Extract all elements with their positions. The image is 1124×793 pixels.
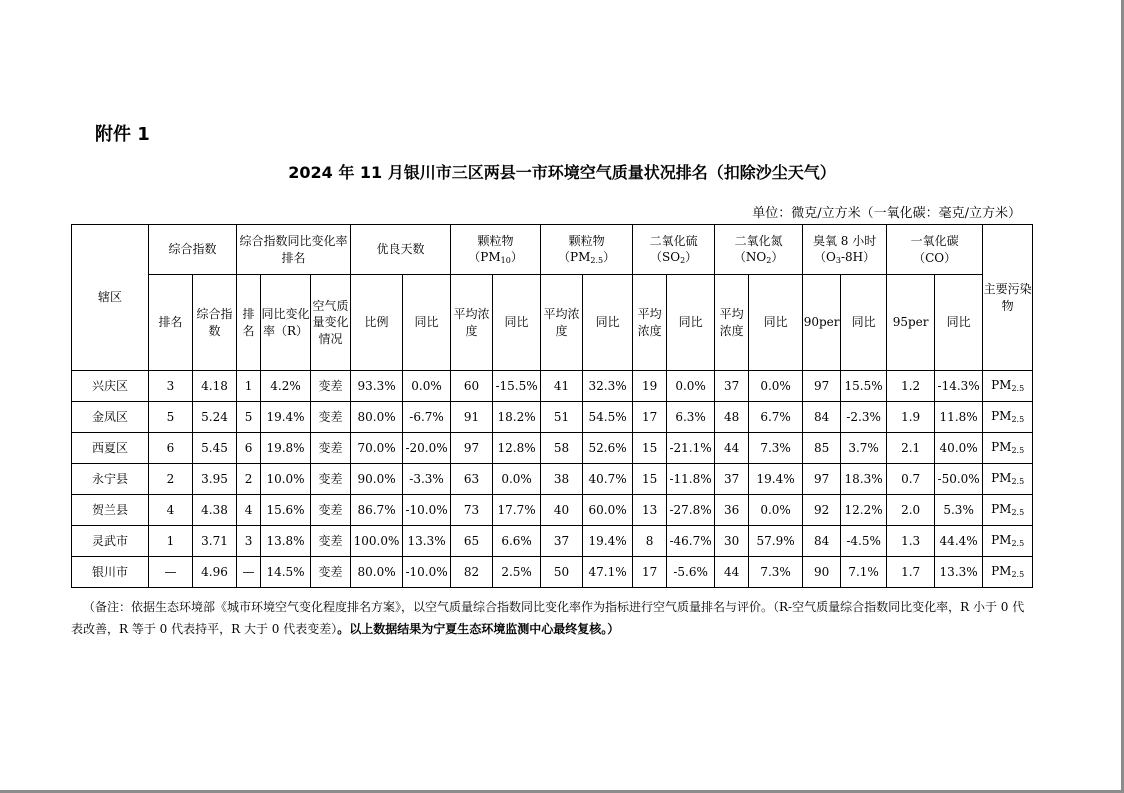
header-pm10: 颗粒物 $(PM_{10})$ [451, 225, 541, 275]
cell-pm25: 41 [541, 371, 583, 402]
cell-good-yoy: -10.0% [403, 557, 451, 588]
cell-rank: 4 [149, 495, 193, 526]
header-so2-avg: 平均浓度 [633, 275, 667, 371]
table-row [72, 371, 1033, 402]
cell-good-ratio: 80.0% [351, 402, 403, 433]
header-composite-index: 综合指数 [193, 275, 237, 371]
header-yoy-rank-group: 综合指数同比变化率排名 [237, 225, 351, 275]
cell-co-yoy: 5.3% [935, 495, 983, 526]
cell-o3-yoy: -4.5% [841, 526, 887, 557]
cell-no2-yoy: 19.4% [749, 464, 803, 495]
pollutant-subscript: 2.5 [1011, 477, 1025, 487]
cell-o3-yoy: 7.1% [841, 557, 887, 588]
header-co-yoy: 同比 [935, 275, 983, 371]
cell-yoy-rate: 14.5% [261, 557, 311, 588]
cell-no2: 36 [715, 495, 749, 526]
cell-pm25-yoy: 40.7% [583, 464, 633, 495]
cell-pm10-yoy: 2.5% [493, 557, 541, 588]
cell-no2-yoy: 57.9% [749, 526, 803, 557]
cell-district: 西夏区 [72, 433, 149, 464]
cell-district: 贺兰县 [72, 495, 149, 526]
cell-pm10-yoy: 18.2% [493, 402, 541, 433]
cell-yoy-rank: 6 [237, 433, 261, 464]
cell-main-pollutant [983, 557, 1033, 588]
cell-pm25-yoy: 32.3% [583, 371, 633, 402]
cell-so2-yoy: 6.3% [667, 402, 715, 433]
cell-yoy-rank: 5 [237, 402, 261, 433]
cell-co: 1.7 [887, 557, 935, 588]
cell-no2-yoy: 7.3% [749, 557, 803, 588]
footnote [71, 596, 1031, 640]
cell-o3: 84 [803, 402, 841, 433]
cell-pm10: 73 [451, 495, 493, 526]
pollutant-formula: PM [991, 471, 1012, 486]
cell-change: 变差 [311, 464, 351, 495]
header-o3-suffix: -8H [840, 249, 864, 264]
cell-yoy-rate: 4.2% [261, 371, 311, 402]
cell-o3: 92 [803, 495, 841, 526]
cell-o3: 90 [803, 557, 841, 588]
cell-main-pollutant [983, 402, 1033, 433]
cell-so2: 19 [633, 371, 667, 402]
cell-so2-yoy: 0.0% [667, 371, 715, 402]
cell-pm25: 51 [541, 402, 583, 433]
cell-o3: 97 [803, 371, 841, 402]
cell-so2: 17 [633, 557, 667, 588]
cell-so2: 8 [633, 526, 667, 557]
cell-pm10-yoy: 12.8% [493, 433, 541, 464]
cell-pm25: 50 [541, 557, 583, 588]
header-yoy-rate: 同比变化率（R） [261, 275, 311, 371]
cell-no2-yoy: 7.3% [749, 433, 803, 464]
header-no2: 二氧化氮 $(NO_2)$ [715, 225, 803, 275]
cell-yoy-rate: 10.0% [261, 464, 311, 495]
cell-pm25-yoy: 19.4% [583, 526, 633, 557]
cell-yoy-rate: 19.8% [261, 433, 311, 464]
cell-no2: 37 [715, 464, 749, 495]
cell-pm25: 40 [541, 495, 583, 526]
cell-pm10-yoy: -15.5% [493, 371, 541, 402]
cell-pm10: 60 [451, 371, 493, 402]
cell-pm25-yoy: 60.0% [583, 495, 633, 526]
cell-yoy-rank: 1 [237, 371, 261, 402]
cell-pm25: 37 [541, 526, 583, 557]
cell-district: 兴庆区 [72, 371, 149, 402]
header-so2: 二氧化硫 $(SO_2)$ [633, 225, 715, 275]
cell-change: 变差 [311, 371, 351, 402]
footnote-bold: 。以上数据结果为宁夏生态环境监测中心最终复核。） [337, 622, 620, 636]
cell-index: 4.38 [193, 495, 237, 526]
pollutant-formula: PM [991, 409, 1012, 424]
header-co-p95: 95per [887, 275, 935, 371]
cell-co: 1.3 [887, 526, 935, 557]
header-pm10-formula: PM [480, 249, 501, 264]
header-pm25-yoy: 同比 [583, 275, 633, 371]
table-row [72, 495, 1033, 526]
header-pm25: 颗粒物 $(PM_{2.5})$ [541, 225, 633, 275]
cell-so2: 13 [633, 495, 667, 526]
cell-no2-yoy: 6.7% [749, 402, 803, 433]
cell-change: 变差 [311, 526, 351, 557]
cell-o3: 84 [803, 526, 841, 557]
pollutant-subscript: 2.5 [1011, 539, 1025, 549]
cell-district: 银川市 [72, 557, 149, 588]
table-row [72, 557, 1033, 588]
cell-co: 2.0 [887, 495, 935, 526]
cell-pm10: 82 [451, 557, 493, 588]
cell-so2-yoy: -5.6% [667, 557, 715, 588]
cell-co-yoy: 13.3% [935, 557, 983, 588]
table-body [72, 371, 1033, 588]
header-pm25-formula: PM [570, 249, 591, 264]
cell-good-yoy: -10.0% [403, 495, 451, 526]
cell-yoy-rate: 13.8% [261, 526, 311, 557]
cell-district: 永宁县 [72, 464, 149, 495]
cell-pm25: 38 [541, 464, 583, 495]
pollutant-formula: PM [991, 502, 1012, 517]
header-o3-title: 臭氧 8 小时 [812, 233, 877, 248]
cell-yoy-rank: 3 [237, 526, 261, 557]
header-o3-sub: 3 [835, 255, 841, 265]
cell-yoy-rank: — [237, 557, 261, 588]
cell-rank: 3 [149, 371, 193, 402]
cell-no2-yoy: 0.0% [749, 495, 803, 526]
attachment-label: 附件 1 [95, 124, 150, 145]
header-co-title: 一氧化碳 [910, 234, 959, 249]
header-co: 一氧化碳 （CO） [887, 225, 983, 275]
header-no2-yoy: 同比 [749, 275, 803, 371]
header-composite-rank: 排名 [149, 275, 193, 371]
cell-main-pollutant [983, 433, 1033, 464]
header-main-pollutant: 主要污染物 [983, 225, 1033, 371]
cell-co-yoy: -50.0% [935, 464, 983, 495]
cell-no2: 37 [715, 371, 749, 402]
cell-change: 变差 [311, 402, 351, 433]
header-good-yoy: 同比 [403, 275, 451, 371]
header-no2-avg: 平均浓度 [715, 275, 749, 371]
cell-o3-yoy: 15.5% [841, 371, 887, 402]
pollutant-formula: PM [991, 440, 1012, 455]
cell-yoy-rank: 4 [237, 495, 261, 526]
cell-so2: 15 [633, 464, 667, 495]
cell-main-pollutant [983, 464, 1033, 495]
pollutant-subscript: 2.5 [1011, 384, 1025, 394]
cell-pm25-yoy: 47.1% [583, 557, 633, 588]
pollutant-formula: PM [991, 533, 1012, 548]
header-pm10-yoy: 同比 [493, 275, 541, 371]
cell-rank: 5 [149, 402, 193, 433]
cell-index: 5.45 [193, 433, 237, 464]
cell-o3-yoy: 18.3% [841, 464, 887, 495]
header-pm25-avg: 平均浓度 [541, 275, 583, 371]
table-row [72, 433, 1033, 464]
cell-yoy-rate: 15.6% [261, 495, 311, 526]
cell-co-yoy: 44.4% [935, 526, 983, 557]
cell-rank: 2 [149, 464, 193, 495]
pollutant-formula: PM [991, 564, 1012, 579]
cell-pm10: 63 [451, 464, 493, 495]
header-pm25-sub: 2.5 [590, 255, 604, 265]
cell-o3: 97 [803, 464, 841, 495]
cell-pm10-yoy: 0.0% [493, 464, 541, 495]
cell-good-ratio: 93.3% [351, 371, 403, 402]
cell-co: 0.7 [887, 464, 935, 495]
cell-so2-yoy: -46.7% [667, 526, 715, 557]
header-pm10-sub: 10 [500, 255, 511, 265]
header-o3-p90: 90per [803, 275, 841, 371]
cell-no2: 48 [715, 402, 749, 433]
cell-pm10: 65 [451, 526, 493, 557]
cell-o3-yoy: -2.3% [841, 402, 887, 433]
cell-index: 5.24 [193, 402, 237, 433]
cell-pm25-yoy: 52.6% [583, 433, 633, 464]
cell-co: 2.1 [887, 433, 935, 464]
unit-note: 单位：微克/立方米（一氧化碳：毫克/立方米） [752, 206, 1021, 221]
cell-co: 1.2 [887, 371, 935, 402]
header-district: 辖区 [72, 225, 149, 371]
table-row [72, 464, 1033, 495]
cell-no2: 30 [715, 526, 749, 557]
cell-o3-yoy: 12.2% [841, 495, 887, 526]
header-o3-yoy: 同比 [841, 275, 887, 371]
cell-pm10-yoy: 6.6% [493, 526, 541, 557]
cell-pm25-yoy: 54.5% [583, 402, 633, 433]
cell-no2: 44 [715, 557, 749, 588]
header-good-days: 优良天数 [351, 225, 451, 275]
table-row [72, 402, 1033, 433]
cell-o3-yoy: 3.7% [841, 433, 887, 464]
cell-so2-yoy: -27.8% [667, 495, 715, 526]
cell-pm10-yoy: 17.7% [493, 495, 541, 526]
pollutant-subscript: 2.5 [1011, 508, 1025, 518]
cell-index: 3.95 [193, 464, 237, 495]
cell-district: 灵武市 [72, 526, 149, 557]
pollutant-formula: PM [991, 378, 1012, 393]
cell-index: 4.18 [193, 371, 237, 402]
header-co-formula: CO [925, 250, 945, 265]
cell-good-yoy: -20.0% [403, 433, 451, 464]
cell-rank: 1 [149, 526, 193, 557]
cell-index: 3.71 [193, 526, 237, 557]
header-o3: 臭氧 8 小时 $(O_3-8H)$ [803, 225, 887, 275]
header-good-ratio: 比例 [351, 275, 403, 371]
cell-so2-yoy: -21.1% [667, 433, 715, 464]
cell-co-yoy: 40.0% [935, 433, 983, 464]
cell-good-ratio: 70.0% [351, 433, 403, 464]
cell-district: 金凤区 [72, 402, 149, 433]
cell-change: 变差 [311, 495, 351, 526]
header-so2-title: 二氧化硫 [649, 233, 698, 248]
cell-index: 4.96 [193, 557, 237, 588]
pollutant-subscript: 2.5 [1011, 570, 1025, 580]
cell-good-yoy: 0.0% [403, 371, 451, 402]
cell-good-ratio: 100.0% [351, 526, 403, 557]
cell-co-yoy: -14.3% [935, 371, 983, 402]
header-composite: 综合指数 [149, 225, 237, 275]
pollutant-subscript: 2.5 [1011, 415, 1025, 425]
footnote-text: （备注：依据生态环境部《城市环境空气变化程度排名方案》，以空气质量综合指数同比变化率作为指标进行空气质量排名与评价。（R-空气质量综合指数同比变化率，R 小于 0 代表改善，R 等于 0 代表持平，R 大于 0 代表变差） [71, 600, 1025, 636]
header-quality-change: 空气质量变化情况 [311, 275, 351, 371]
cell-good-yoy: -3.3% [403, 464, 451, 495]
header-no2-formula: NO [745, 249, 767, 264]
header-pm10-title: 颗粒物 [477, 233, 514, 248]
cell-yoy-rate: 19.4% [261, 402, 311, 433]
cell-so2: 17 [633, 402, 667, 433]
cell-good-yoy: -6.7% [403, 402, 451, 433]
cell-o3: 85 [803, 433, 841, 464]
header-pm10-avg: 平均浓度 [451, 275, 493, 371]
cell-good-yoy: 13.3% [403, 526, 451, 557]
cell-pm10: 91 [451, 402, 493, 433]
cell-so2: 15 [633, 433, 667, 464]
cell-co: 1.9 [887, 402, 935, 433]
cell-change: 变差 [311, 433, 351, 464]
cell-no2-yoy: 0.0% [749, 371, 803, 402]
header-no2-title: 二氧化氮 [734, 233, 783, 248]
cell-rank: 6 [149, 433, 193, 464]
cell-so2-yoy: -11.8% [667, 464, 715, 495]
cell-main-pollutant [983, 495, 1033, 526]
cell-good-ratio: 86.7% [351, 495, 403, 526]
header-so2-formula: SO [662, 249, 681, 264]
document-title: 2024 年 11 月银川市三区两县一市环境空气质量状况排名（扣除沙尘天气） [288, 163, 836, 182]
header-o3-formula: O [826, 249, 836, 264]
header-no2-sub: 2 [766, 255, 772, 265]
cell-yoy-rank: 2 [237, 464, 261, 495]
ranking-table [71, 224, 1033, 588]
cell-change: 变差 [311, 557, 351, 588]
table-row [72, 526, 1033, 557]
cell-co-yoy: 11.8% [935, 402, 983, 433]
cell-no2: 44 [715, 433, 749, 464]
cell-main-pollutant [983, 371, 1033, 402]
cell-rank: — [149, 557, 193, 588]
cell-pm10: 97 [451, 433, 493, 464]
cell-good-ratio: 80.0% [351, 557, 403, 588]
header-so2-yoy: 同比 [667, 275, 715, 371]
cell-main-pollutant [983, 526, 1033, 557]
cell-pm25: 58 [541, 433, 583, 464]
pollutant-subscript: 2.5 [1011, 446, 1025, 456]
header-pm25-title: 颗粒物 [568, 233, 605, 248]
header-so2-sub: 2 [680, 255, 686, 265]
cell-good-ratio: 90.0% [351, 464, 403, 495]
header-yoy-rank: 排名 [237, 275, 261, 371]
